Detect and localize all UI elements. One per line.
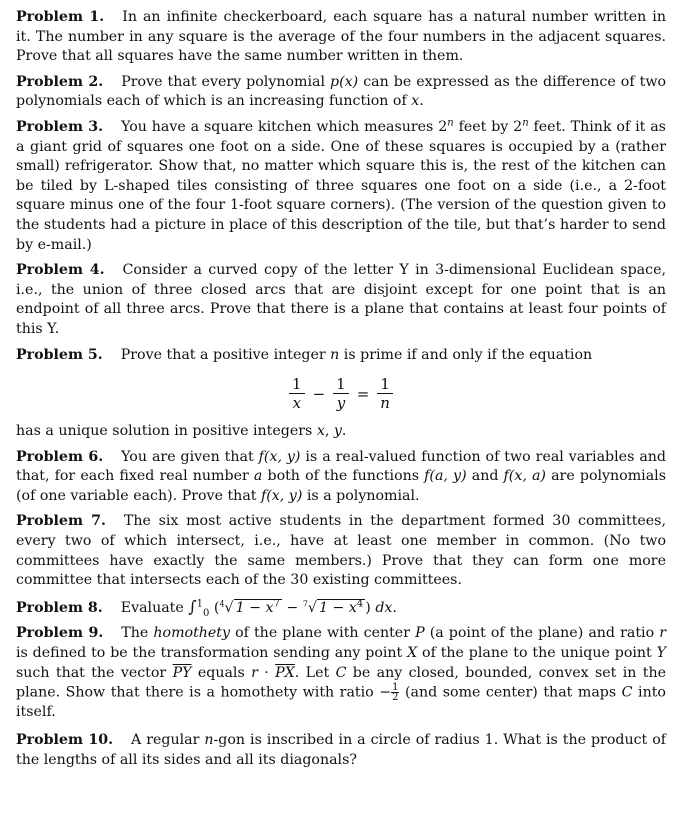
text-run: such that the vector xyxy=(16,664,173,681)
problem-label: Problem 5. xyxy=(16,346,103,363)
problem-label: Problem 7. xyxy=(16,513,106,530)
exponent: 7 xyxy=(273,598,280,610)
text-run: . xyxy=(419,93,424,110)
denominator: x xyxy=(292,394,302,413)
problem-2 xyxy=(16,73,666,112)
text-run: . Let xyxy=(294,664,336,681)
text-run: Prove that a positive integer xyxy=(120,346,331,363)
problem-label: Problem 4. xyxy=(16,262,105,279)
text-run: feet by 2 xyxy=(453,118,523,135)
fraction-1-over-y xyxy=(333,375,349,412)
denominator: y xyxy=(336,394,346,413)
text-run: into itself. xyxy=(16,684,666,721)
problem-10 xyxy=(16,731,666,770)
problem-1 xyxy=(16,8,666,67)
text-run: and xyxy=(466,468,504,485)
math-P: P xyxy=(415,625,425,642)
minus-sign: − xyxy=(312,384,326,403)
radical-sign: √ xyxy=(224,599,234,616)
problem-label: Problem 3. xyxy=(16,118,104,135)
text-run: can be expressed as the difference of two polynomials each of which is an increasing function of xyxy=(16,73,667,110)
math-n: n xyxy=(204,731,214,748)
math-p-of-x: p(x) xyxy=(330,73,359,90)
text-run: . xyxy=(392,599,397,616)
text-run: has a unique solution in positive integers xyxy=(16,423,317,440)
problem-label: Problem 1. xyxy=(16,9,105,25)
numerator: 1 xyxy=(333,375,349,394)
math-f-a-y: f(a, y) xyxy=(424,468,467,485)
text-run: be any closed, bounded, convex set in the plane. Show that there is a homothety with ratio − xyxy=(16,664,666,701)
denominator: n xyxy=(380,394,390,413)
math-X: X xyxy=(407,645,418,662)
problem-6 xyxy=(16,448,666,507)
math-f-x-y: f(x, y) xyxy=(258,448,301,465)
text-run: is a real-valued function of two real variables and that, for each fixed real number xyxy=(16,448,666,485)
problem-text: The six most active students in the department formed 30 committees, every two of which intersect, i.e., have at least one member in common. (No two committees have exactly the same members.) Prove that they can form one more committee that intersects each of the 30 existing committees. xyxy=(16,513,666,589)
root-index: 7 xyxy=(302,599,308,609)
problem-5-intro xyxy=(16,346,666,366)
problem-label: Problem 2. xyxy=(16,73,104,90)
problem-label: Problem 8. xyxy=(16,599,103,616)
radical-sign: √ xyxy=(307,599,317,616)
text-run: . xyxy=(341,423,347,440)
problem-label: Problem 9. xyxy=(16,625,104,642)
vector-PY: $\overline{PY}$ xyxy=(172,664,192,681)
numerator: 1 xyxy=(377,375,393,394)
math-Y: Y xyxy=(656,645,666,662)
problem-5-conclusion xyxy=(16,422,666,442)
text-run: Evaluate xyxy=(120,599,189,616)
problem-text: In an infinite checkerboard, each square has a natural number written in it. The number in any square is the average of the four numbers in the adjacent squares. Prove that all squares have the same number written in them. xyxy=(16,9,666,65)
display-equation xyxy=(16,375,666,412)
upper-limit: 1 xyxy=(196,598,204,610)
equals-sign: = xyxy=(356,384,370,403)
lower-limit: 0 xyxy=(203,607,210,619)
math-exponent-n: n xyxy=(447,117,454,129)
text-run: (a point of the plane) and ratio xyxy=(424,625,660,642)
text-run: A regular xyxy=(131,731,205,748)
numerator: 1 xyxy=(289,375,305,394)
math-n: n xyxy=(330,346,340,363)
problem-label: Problem 10. xyxy=(16,731,114,748)
text-run: is a polynomial. xyxy=(302,487,420,504)
math-x: x xyxy=(411,93,420,110)
integral-sign: ∫ xyxy=(188,596,197,616)
radicand-text: 1 − x xyxy=(235,599,274,616)
text-run: is defined to be the transformation sending any point xyxy=(16,645,408,662)
text-run: , xyxy=(324,423,334,440)
vector-PX: $\overline{PX}$ xyxy=(275,664,295,681)
text-run: The xyxy=(121,625,154,642)
exponent: 4 xyxy=(356,598,364,610)
denominator: 2 xyxy=(392,692,399,704)
text-run: ( xyxy=(209,599,220,616)
text-run: · xyxy=(257,664,276,681)
fraction-1-over-x xyxy=(289,375,305,412)
text-run: ) xyxy=(365,599,376,616)
problem-8 xyxy=(16,597,666,619)
problem-3 xyxy=(16,118,666,255)
text-run: You have a square kitchen which measures 2 xyxy=(121,118,448,135)
text-run: (and some center) that maps xyxy=(399,684,622,701)
math-dx: dx xyxy=(375,599,393,616)
problem-9 xyxy=(16,624,666,722)
math-a: a xyxy=(253,468,263,485)
text-run: of the plane with center xyxy=(230,625,416,642)
text-run: are polynomials (of one variable each). Prove that xyxy=(16,468,666,504)
text-run: − xyxy=(281,599,303,616)
math-C: C xyxy=(335,664,347,681)
math-C: C xyxy=(621,684,633,701)
math-f-x-a: f(x, a) xyxy=(503,468,546,485)
numerator: 1 xyxy=(392,682,399,694)
term-homothety: homothety xyxy=(153,625,231,642)
root-index: 4 xyxy=(219,599,225,609)
text-run: You are given that xyxy=(121,448,259,465)
math-r: r xyxy=(251,664,258,681)
problem-4 xyxy=(16,261,666,339)
radicand-text: 1 − x xyxy=(318,599,357,616)
text-run: -gon is inscribed in a circle of radius 1. What is the product of the lengths of all its sides and all its diagonals? xyxy=(16,731,666,768)
math-y: y xyxy=(333,423,342,440)
text-run: feet. Think of it as a giant grid of squares one foot on a side. One of these squares is occupied by a (rather small) refrigerator. Show that, no matter which square this is, the rest of the kitchen can be tiled by L-shaped tiles consisting of three squares one foot on a side (i.e., a 2-foot square minus one of the four 1-foot square corners). (The version of the question given to the students had a picture in place of this description of the tile, but that’s harder to send by e-mail.) xyxy=(16,118,666,253)
text-run: Prove that every polynomial xyxy=(121,73,331,90)
text-run: is prime if and only if the equation xyxy=(339,346,593,363)
text-run: equals xyxy=(191,664,252,681)
math-f-x-y: f(x, y) xyxy=(261,487,303,504)
radicand xyxy=(234,599,282,616)
radicand xyxy=(317,599,365,616)
problem-label: Problem 6. xyxy=(16,448,104,465)
math-r: r xyxy=(659,625,666,642)
math-exponent-n: n xyxy=(522,117,529,129)
problem-5 xyxy=(16,346,666,442)
fraction-1-over-n xyxy=(377,375,393,412)
problem-7 xyxy=(16,512,666,590)
text-run: both of the functions xyxy=(262,468,425,485)
math-x: x xyxy=(316,423,325,440)
problem-text: Consider a curved copy of the letter Y in 3-dimensional Euclidean space, i.e., the union of three closed arcs that are disjoint except for one point that is an endpoint of all three arcs. Prove that there is a plane that contains at least four points of this Y. xyxy=(16,262,666,337)
text-run: of the plane to the unique point xyxy=(417,645,657,662)
